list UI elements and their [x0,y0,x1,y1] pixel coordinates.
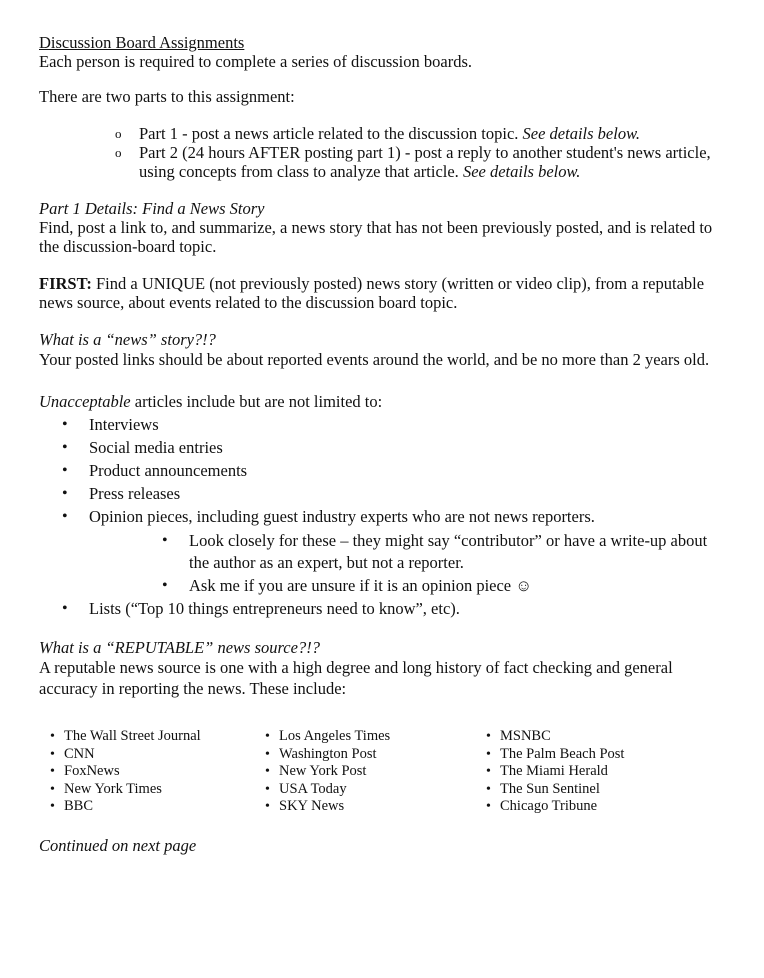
part-item: o Part 2 (24 hours AFTER posting part 1) - post a reply to another student's news article, using concepts from class to analyze that article. See details below. [139,143,729,181]
news-text: Your posted links should be about reported events around the world, and be no more than 2 years old. [39,350,710,369]
source-item: • SKY News [254,798,475,816]
source-item: • The Miami Herald [475,763,695,781]
source-item: • The Wall Street Journal [39,728,254,746]
doc-title: Discussion Board Assignments [39,33,245,52]
list-item: • Product announcements [39,461,729,480]
opinion-sublist [139,530,729,595]
reputable-heading: What is a “REPUTABLE” news source?!? [39,638,320,657]
part1-text: Find, post a link to, and summarize, a news story that has not been previously posted, and is related to the discussion-board topic. [39,218,713,256]
sources-column [475,728,695,816]
source-item: • FoxNews [39,763,254,781]
source-item: • Los Angeles Times [254,728,475,746]
unacceptable-intro: Unacceptable articles include but are not limited to: [39,392,383,411]
first-paragraph: FIRST: Find a UNIQUE (not previously posted) news story (written or video clip), from a reputable news source, about events related to the discussion board topic. [39,274,705,312]
list-item: • Look closely for these – they might say “contributor” or have a write-up about the author as an expert, but not a reporter. [139,530,729,574]
list-item: • Social media entries [39,438,729,457]
source-item: • New York Times [39,781,254,799]
sources-column [254,728,475,816]
list-item: • Press releases [39,484,729,503]
part1-heading: Part 1 Details: Find a News Story [39,199,265,218]
source-item: • Chicago Tribune [475,798,695,816]
reputable-text: A reputable news source is one with a high degree and long history of fact checking and general accuracy in reporting the news. These include: [39,658,673,698]
source-item: • BBC [39,798,254,816]
source-item: • USA Today [254,781,475,799]
intro-text: Each person is required to complete a series of discussion boards. [39,52,473,71]
news-heading: What is a “news” story?!? [39,330,216,349]
list-item: • Ask me if you are unsure if it is an opinion piece ☺ [139,576,729,595]
source-item: • New York Post [254,763,475,781]
list-item: • Interviews [39,415,729,434]
unacceptable-list [39,415,729,618]
source-item: • The Palm Beach Post [475,746,695,764]
document [39,33,729,855]
parts-list [139,124,729,181]
parts-intro: There are two parts to this assignment: [39,87,295,106]
sources-columns [39,728,729,816]
sources-column [39,728,254,816]
source-item: • CNN [39,746,254,764]
source-item: • MSNBC [475,728,695,746]
source-item: • Washington Post [254,746,475,764]
part-item: o Part 1 - post a news article related to the discussion topic. See details below. [139,124,729,143]
list-item: • Opinion pieces, including guest industry experts who are not news reporters. • Look closely for these – they might say “contributor” or have a write-up about the author as an expert, but not a reporter. • Ask me if you are unsure if it is an opinion piece ☺ [39,507,729,595]
source-item: • The Sun Sentinel [475,781,695,799]
footer-note: Continued on next page [39,835,197,855]
list-item: • Lists (“Top 10 things entrepreneurs need to know”, etc). [39,599,729,618]
